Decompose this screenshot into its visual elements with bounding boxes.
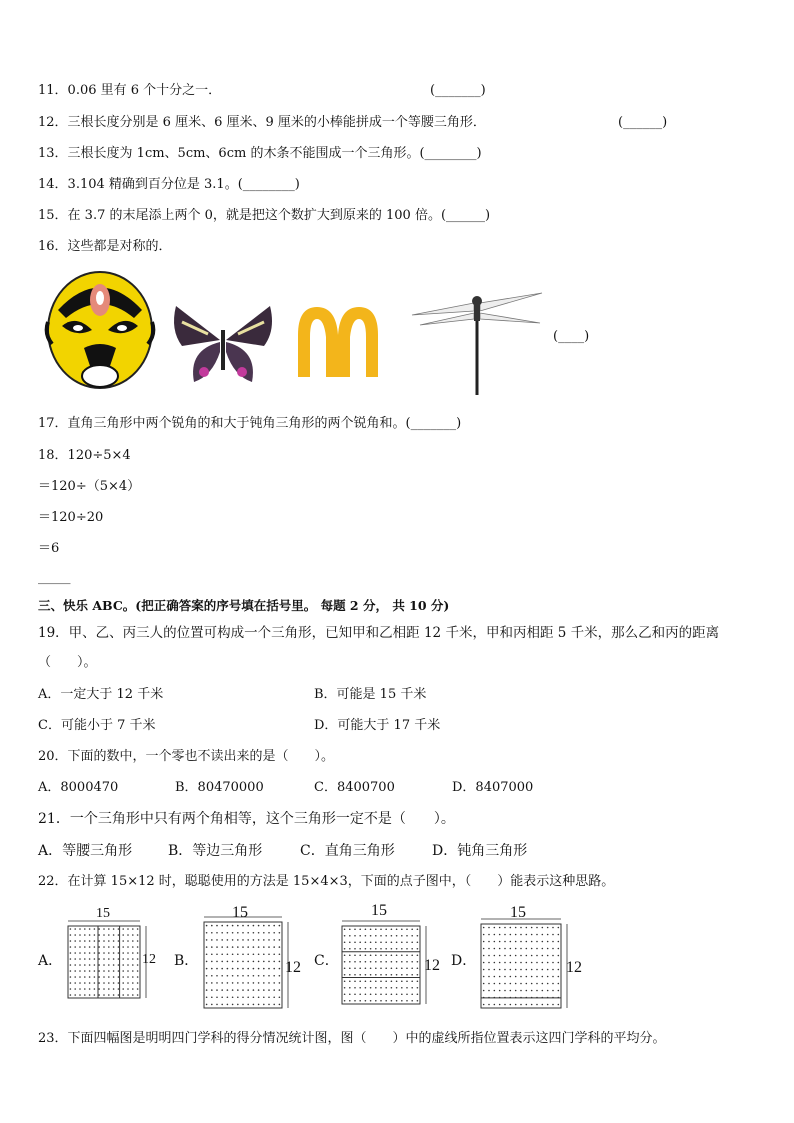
q19-option-d[interactable]: D．可能大于 17 千米 <box>314 718 441 733</box>
q22-label-c[interactable]: C． <box>314 953 339 969</box>
q14-text: 14．3.104 精确到百分位是 3.1。(________) <box>38 177 300 192</box>
q13-text: 13．三根长度为 1cm、5cm、6cm 的木条不能围成一个三角形。(________) <box>38 146 482 161</box>
q21-option-d[interactable]: D．钝角三角形 <box>432 843 528 859</box>
q20-option-a[interactable]: A．8000470 <box>38 780 119 795</box>
q21-text: 21．一个三角形中只有两个角相等，这个三角形一定不是（ ）。 <box>38 811 455 827</box>
q21-option-c[interactable]: C．直角三角形 <box>300 843 395 859</box>
q22-grid-d-height-label: 12 <box>566 959 582 976</box>
q18-line3: ＝120÷20 <box>38 510 104 525</box>
q22-grid-c-height-label: 12 <box>424 957 440 974</box>
q20-option-d[interactable]: D．8407000 <box>452 780 534 795</box>
q22-grid-c-width-label: 15 <box>371 902 387 919</box>
q21-option-b[interactable]: B．等边三角形 <box>168 843 263 859</box>
q16-text: 16．这些都是对称的． <box>38 239 172 254</box>
q22-grid-a-height-label: 12 <box>142 952 156 967</box>
q21-option-a[interactable]: A．等腰三角形 <box>38 843 133 859</box>
q17-text: 17．直角三角形中两个锐角的和大于钝角三角形的两个锐角和。(_______) <box>38 416 462 431</box>
q22-label-d[interactable]: D． <box>451 953 477 969</box>
q19-option-c[interactable]: C．可能小于 7 千米 <box>38 718 156 733</box>
q20-text: 20．下面的数中，一个零也不读出来的是（ ）。 <box>38 749 335 764</box>
butterfly-image <box>168 300 278 390</box>
q11-text: 11．0.06 里有 6 个十分之一． <box>38 83 222 98</box>
q19-text: 19．甲、乙、丙三人的位置可构成一个三角形，已知甲和乙相距 12 千米，甲和丙相距 5 千米，那么乙和丙的距离 <box>38 625 720 641</box>
q19-continuation: （ ）。 <box>38 655 97 670</box>
q23-text: 23．下面四幅图是明明四门学科的得分情况统计图，图（ ）中的虚线所指位置表示这四门学科的平均分。 <box>38 1031 666 1046</box>
q18-line1: 18．120÷5×4 <box>38 448 131 463</box>
q22-label-b[interactable]: B． <box>174 953 199 969</box>
dragonfly-image <box>410 285 545 397</box>
opera-mask-image <box>44 270 156 394</box>
mcdonalds-logo-image <box>296 305 380 377</box>
q15-text: 15．在 3.7 的末尾添上两个 0，就是把这个数扩大到原来的 100 倍。(______) <box>38 208 491 223</box>
q12-text: 12．三根长度分别是 6 厘米、6 厘米、9 厘米的小棒能拼成一个等腰三角形． <box>38 115 486 130</box>
q19-option-b[interactable]: B．可能是 15 千米 <box>314 687 427 702</box>
q22-text: 22．在计算 15×12 时，聪聪使用的方法是 15×4×3，下面的点子图中，（ ）能表示这种思路。 <box>38 874 615 889</box>
q20-option-c[interactable]: C．8400700 <box>314 780 395 795</box>
q19-option-a[interactable]: A．一定大于 12 千米 <box>38 687 164 702</box>
q22-grid-d-width-label: 15 <box>510 904 526 921</box>
q22-grid-b-width-label: 15 <box>232 904 248 921</box>
q22-grid-a-width-label: 15 <box>96 906 110 921</box>
q18-answer-blank[interactable]: _____ <box>38 570 71 585</box>
q18-line2: ＝120÷（5×4） <box>38 479 141 494</box>
q16-answer-blank[interactable]: (____) <box>553 329 590 344</box>
q22-label-a[interactable]: A． <box>38 953 63 969</box>
q12-answer-blank[interactable]: (______) <box>618 115 668 130</box>
section3-title: 三、快乐 ABC。(把正确答案的序号填在括号里。 每题 2 分， 共 10 分) <box>38 598 450 613</box>
q11-answer-blank[interactable]: (_______) <box>430 83 486 98</box>
q18-line4: ＝6 <box>38 541 60 556</box>
q20-option-b[interactable]: B．80470000 <box>175 780 264 795</box>
q22-grid-b-height-label: 12 <box>285 959 301 976</box>
